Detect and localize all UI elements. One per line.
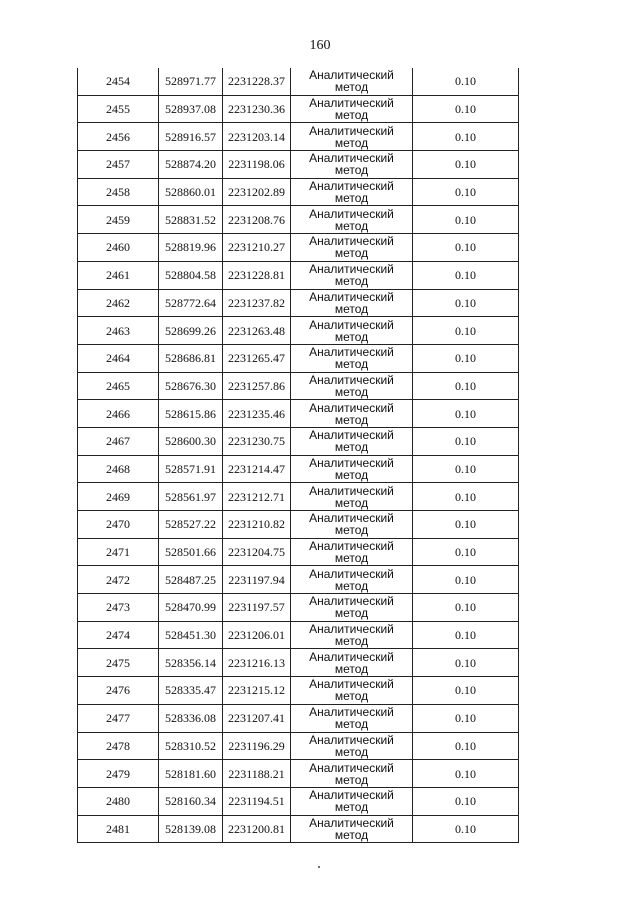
point-number-cell: 2478 xyxy=(78,732,159,760)
method-line-1: Аналитический xyxy=(309,649,394,664)
method-line-2: метод xyxy=(334,329,369,344)
table-row xyxy=(78,427,519,455)
scan-speck xyxy=(318,866,320,868)
point-number-cell: 2472 xyxy=(78,566,159,594)
y-coordinate-cell: 2231203.14 xyxy=(223,123,291,151)
method-line-2: метод xyxy=(334,689,369,704)
method-line-2: метод xyxy=(334,661,369,676)
x-coordinate-cell: 528860.01 xyxy=(159,178,223,206)
x-coordinate-cell: 528181.60 xyxy=(159,760,223,788)
point-number-cell: 2475 xyxy=(78,649,159,677)
y-coordinate-cell: 2231207.41 xyxy=(223,704,291,732)
x-coordinate-cell: 528336.08 xyxy=(159,704,223,732)
method-cell xyxy=(291,815,413,843)
error-cell: 0.10 xyxy=(413,511,519,539)
error-cell: 0.10 xyxy=(413,427,519,455)
method-line-1: Аналитический xyxy=(309,788,394,803)
y-coordinate-cell: 2231206.01 xyxy=(223,621,291,649)
y-coordinate-cell: 2231194.51 xyxy=(223,787,291,815)
table-row xyxy=(78,455,519,483)
method-line-1: Аналитический xyxy=(309,96,394,111)
point-number-cell: 2476 xyxy=(78,677,159,705)
method-cell xyxy=(291,317,413,345)
method-line-2: метод xyxy=(334,218,369,233)
table-row xyxy=(78,511,519,539)
method-line-1: Аналитический xyxy=(309,428,394,443)
method-line-1: Аналитический xyxy=(309,262,394,277)
page-number: 160 xyxy=(309,38,331,53)
x-coordinate-cell: 528699.26 xyxy=(159,317,223,345)
y-coordinate-cell: 2231214.47 xyxy=(223,455,291,483)
method-line-1: Аналитический xyxy=(309,151,394,166)
method-line-1: Аналитический xyxy=(309,594,394,609)
point-number-cell: 2474 xyxy=(78,621,159,649)
point-number-cell: 2480 xyxy=(78,787,159,815)
error-cell: 0.10 xyxy=(413,372,519,400)
method-line-1: Аналитический xyxy=(309,123,394,138)
point-number-cell: 2461 xyxy=(78,261,159,289)
method-line-1: Аналитический xyxy=(309,179,394,194)
error-cell: 0.10 xyxy=(413,787,519,815)
error-cell: 0.10 xyxy=(413,317,519,345)
method-line-1: Аналитический xyxy=(309,815,394,830)
y-coordinate-cell: 2231212.71 xyxy=(223,483,291,511)
method-line-1: Аналитический xyxy=(309,539,394,554)
method-line-1: Аналитический xyxy=(309,622,394,637)
point-number-cell: 2473 xyxy=(78,594,159,622)
method-line-1: Аналитический xyxy=(309,372,394,387)
point-number-cell: 2464 xyxy=(78,344,159,372)
x-coordinate-cell: 528600.30 xyxy=(159,427,223,455)
error-cell: 0.10 xyxy=(413,538,519,566)
method-line-1: Аналитический xyxy=(309,760,394,775)
x-coordinate-cell: 528310.52 xyxy=(159,732,223,760)
point-number-cell: 2457 xyxy=(78,151,159,179)
method-cell xyxy=(291,787,413,815)
table-row xyxy=(78,289,519,317)
y-coordinate-cell: 2231200.81 xyxy=(223,815,291,843)
point-number-cell: 2465 xyxy=(78,372,159,400)
method-cell xyxy=(291,427,413,455)
method-cell xyxy=(291,234,413,262)
method-cell xyxy=(291,483,413,511)
method-cell xyxy=(291,677,413,705)
method-line-1: Аналитический xyxy=(309,732,394,747)
point-number-cell: 2460 xyxy=(78,234,159,262)
error-cell: 0.10 xyxy=(413,649,519,677)
method-line-2: метод xyxy=(334,108,369,123)
point-number-cell: 2471 xyxy=(78,538,159,566)
x-coordinate-cell: 528335.47 xyxy=(159,677,223,705)
error-cell: 0.10 xyxy=(413,261,519,289)
x-coordinate-cell: 528501.66 xyxy=(159,538,223,566)
method-cell xyxy=(291,151,413,179)
method-line-2: метод xyxy=(334,301,369,316)
method-cell xyxy=(291,123,413,151)
x-coordinate-cell: 528615.86 xyxy=(159,400,223,428)
y-coordinate-cell: 2231197.94 xyxy=(223,566,291,594)
error-cell: 0.10 xyxy=(413,123,519,151)
method-line-2: метод xyxy=(334,357,369,372)
x-coordinate-cell: 528356.14 xyxy=(159,649,223,677)
method-cell xyxy=(291,261,413,289)
x-coordinate-cell: 528831.52 xyxy=(159,206,223,234)
point-number-cell: 2463 xyxy=(78,317,159,345)
method-line-2: метод xyxy=(334,800,369,815)
method-cell xyxy=(291,704,413,732)
error-cell: 0.10 xyxy=(413,760,519,788)
x-coordinate-cell: 528487.25 xyxy=(159,566,223,594)
method-cell xyxy=(291,760,413,788)
error-cell: 0.10 xyxy=(413,621,519,649)
y-coordinate-cell: 2231210.27 xyxy=(223,234,291,262)
point-number-cell: 2455 xyxy=(78,95,159,123)
method-line-2: метод xyxy=(334,827,369,842)
method-cell xyxy=(291,455,413,483)
x-coordinate-cell: 528571.91 xyxy=(159,455,223,483)
error-cell: 0.10 xyxy=(413,68,519,95)
table-row xyxy=(78,732,519,760)
x-coordinate-cell: 528874.20 xyxy=(159,151,223,179)
point-number-cell: 2458 xyxy=(78,178,159,206)
x-coordinate-cell: 528139.08 xyxy=(159,815,223,843)
method-line-1: Аналитический xyxy=(309,234,394,249)
point-number-cell: 2466 xyxy=(78,400,159,428)
y-coordinate-cell: 2231210.82 xyxy=(223,511,291,539)
y-coordinate-cell: 2231263.48 xyxy=(223,317,291,345)
table-row xyxy=(78,95,519,123)
error-cell: 0.10 xyxy=(413,400,519,428)
error-cell: 0.10 xyxy=(413,178,519,206)
method-line-1: Аналитический xyxy=(309,566,394,581)
coordinates-table-body xyxy=(78,68,519,843)
method-line-2: метод xyxy=(334,495,369,510)
method-line-1: Аналитический xyxy=(309,68,394,83)
x-coordinate-cell: 528916.57 xyxy=(159,123,223,151)
point-number-cell: 2468 xyxy=(78,455,159,483)
y-coordinate-cell: 2231215.12 xyxy=(223,677,291,705)
method-line-2: метод xyxy=(334,551,369,566)
y-coordinate-cell: 2231196.29 xyxy=(223,732,291,760)
error-cell: 0.10 xyxy=(413,677,519,705)
method-line-2: метод xyxy=(334,246,369,261)
method-cell xyxy=(291,400,413,428)
method-cell xyxy=(291,732,413,760)
method-cell xyxy=(291,68,413,95)
table-row xyxy=(78,151,519,179)
method-line-2: метод xyxy=(334,274,369,289)
point-number-cell: 2481 xyxy=(78,815,159,843)
error-cell: 0.10 xyxy=(413,206,519,234)
error-cell: 0.10 xyxy=(413,234,519,262)
table-row xyxy=(78,206,519,234)
method-line-2: метод xyxy=(334,191,369,206)
table-row xyxy=(78,234,519,262)
method-line-2: метод xyxy=(334,772,369,787)
x-coordinate-cell: 528686.81 xyxy=(159,344,223,372)
y-coordinate-cell: 2231197.57 xyxy=(223,594,291,622)
method-line-1: Аналитический xyxy=(309,483,394,498)
x-coordinate-cell: 528772.64 xyxy=(159,289,223,317)
method-line-1: Аналитический xyxy=(309,345,394,360)
method-line-1: Аналитический xyxy=(309,705,394,720)
method-line-2: метод xyxy=(334,412,369,427)
error-cell: 0.10 xyxy=(413,151,519,179)
method-cell xyxy=(291,289,413,317)
method-line-2: метод xyxy=(334,384,369,399)
method-line-1: Аналитический xyxy=(309,400,394,415)
error-cell: 0.10 xyxy=(413,732,519,760)
error-cell: 0.10 xyxy=(413,455,519,483)
y-coordinate-cell: 2231257.86 xyxy=(223,372,291,400)
error-cell: 0.10 xyxy=(413,566,519,594)
y-coordinate-cell: 2231230.36 xyxy=(223,95,291,123)
method-line-2: метод xyxy=(334,523,369,538)
x-coordinate-cell: 528470.99 xyxy=(159,594,223,622)
method-line-1: Аналитический xyxy=(309,455,394,470)
method-cell xyxy=(291,594,413,622)
point-number-cell: 2467 xyxy=(78,427,159,455)
y-coordinate-cell: 2231228.81 xyxy=(223,261,291,289)
error-cell: 0.10 xyxy=(413,95,519,123)
method-line-2: метод xyxy=(334,135,369,150)
point-number-cell: 2459 xyxy=(78,206,159,234)
method-line-1: Аналитический xyxy=(309,677,394,692)
error-cell: 0.10 xyxy=(413,344,519,372)
table-row xyxy=(78,317,519,345)
point-number-cell: 2462 xyxy=(78,289,159,317)
x-coordinate-cell: 528971.77 xyxy=(159,68,223,95)
table-row xyxy=(78,538,519,566)
point-number-cell: 2469 xyxy=(78,483,159,511)
method-line-1: Аналитический xyxy=(309,206,394,221)
point-number-cell: 2470 xyxy=(78,511,159,539)
table-row xyxy=(78,594,519,622)
error-cell: 0.10 xyxy=(413,289,519,317)
point-number-cell: 2479 xyxy=(78,760,159,788)
table-row xyxy=(78,400,519,428)
method-cell xyxy=(291,621,413,649)
table-row xyxy=(78,704,519,732)
y-coordinate-cell: 2231235.46 xyxy=(223,400,291,428)
table-row xyxy=(78,344,519,372)
method-line-2: метод xyxy=(334,578,369,593)
table-row xyxy=(78,68,519,95)
x-coordinate-cell: 528804.58 xyxy=(159,261,223,289)
y-coordinate-cell: 2231237.82 xyxy=(223,289,291,317)
x-coordinate-cell: 528937.08 xyxy=(159,95,223,123)
method-line-1: Аналитический xyxy=(309,317,394,332)
y-coordinate-cell: 2231216.13 xyxy=(223,649,291,677)
method-line-2: метод xyxy=(334,467,369,482)
point-number-cell: 2456 xyxy=(78,123,159,151)
x-coordinate-cell: 528819.96 xyxy=(159,234,223,262)
table-row xyxy=(78,123,519,151)
method-cell xyxy=(291,538,413,566)
table-row xyxy=(78,178,519,206)
table-row xyxy=(78,483,519,511)
table-row xyxy=(78,760,519,788)
x-coordinate-cell: 528561.97 xyxy=(159,483,223,511)
method-line-2: метод xyxy=(334,634,369,649)
method-line-2: метод xyxy=(334,717,369,732)
y-coordinate-cell: 2231228.37 xyxy=(223,68,291,95)
method-cell xyxy=(291,372,413,400)
table-row xyxy=(78,815,519,843)
method-line-2: метод xyxy=(334,440,369,455)
method-line-1: Аналитический xyxy=(309,511,394,526)
table-row xyxy=(78,787,519,815)
method-cell xyxy=(291,511,413,539)
x-coordinate-cell: 528160.34 xyxy=(159,787,223,815)
method-line-2: метод xyxy=(334,163,369,178)
table-row xyxy=(78,261,519,289)
table-row xyxy=(78,649,519,677)
x-coordinate-cell: 528527.22 xyxy=(159,511,223,539)
x-coordinate-cell: 528451.30 xyxy=(159,621,223,649)
y-coordinate-cell: 2231202.89 xyxy=(223,178,291,206)
table-row xyxy=(78,677,519,705)
error-cell: 0.10 xyxy=(413,704,519,732)
y-coordinate-cell: 2231188.21 xyxy=(223,760,291,788)
y-coordinate-cell: 2231198.06 xyxy=(223,151,291,179)
y-coordinate-cell: 2231230.75 xyxy=(223,427,291,455)
table-row xyxy=(78,372,519,400)
method-line-2: метод xyxy=(334,80,369,95)
y-coordinate-cell: 2231265.47 xyxy=(223,344,291,372)
table-row xyxy=(78,566,519,594)
method-cell xyxy=(291,344,413,372)
error-cell: 0.10 xyxy=(413,594,519,622)
error-cell: 0.10 xyxy=(413,815,519,843)
y-coordinate-cell: 2231204.75 xyxy=(223,538,291,566)
method-cell xyxy=(291,95,413,123)
method-line-2: метод xyxy=(334,606,369,621)
error-cell: 0.10 xyxy=(413,483,519,511)
coordinates-table xyxy=(77,68,519,843)
x-coordinate-cell: 528676.30 xyxy=(159,372,223,400)
table-row xyxy=(78,621,519,649)
method-line-1: Аналитический xyxy=(309,289,394,304)
point-number-cell: 2477 xyxy=(78,704,159,732)
method-cell xyxy=(291,566,413,594)
method-line-2: метод xyxy=(334,744,369,759)
y-coordinate-cell: 2231208.76 xyxy=(223,206,291,234)
method-cell xyxy=(291,178,413,206)
point-number-cell: 2454 xyxy=(78,68,159,95)
method-cell xyxy=(291,649,413,677)
method-cell xyxy=(291,206,413,234)
